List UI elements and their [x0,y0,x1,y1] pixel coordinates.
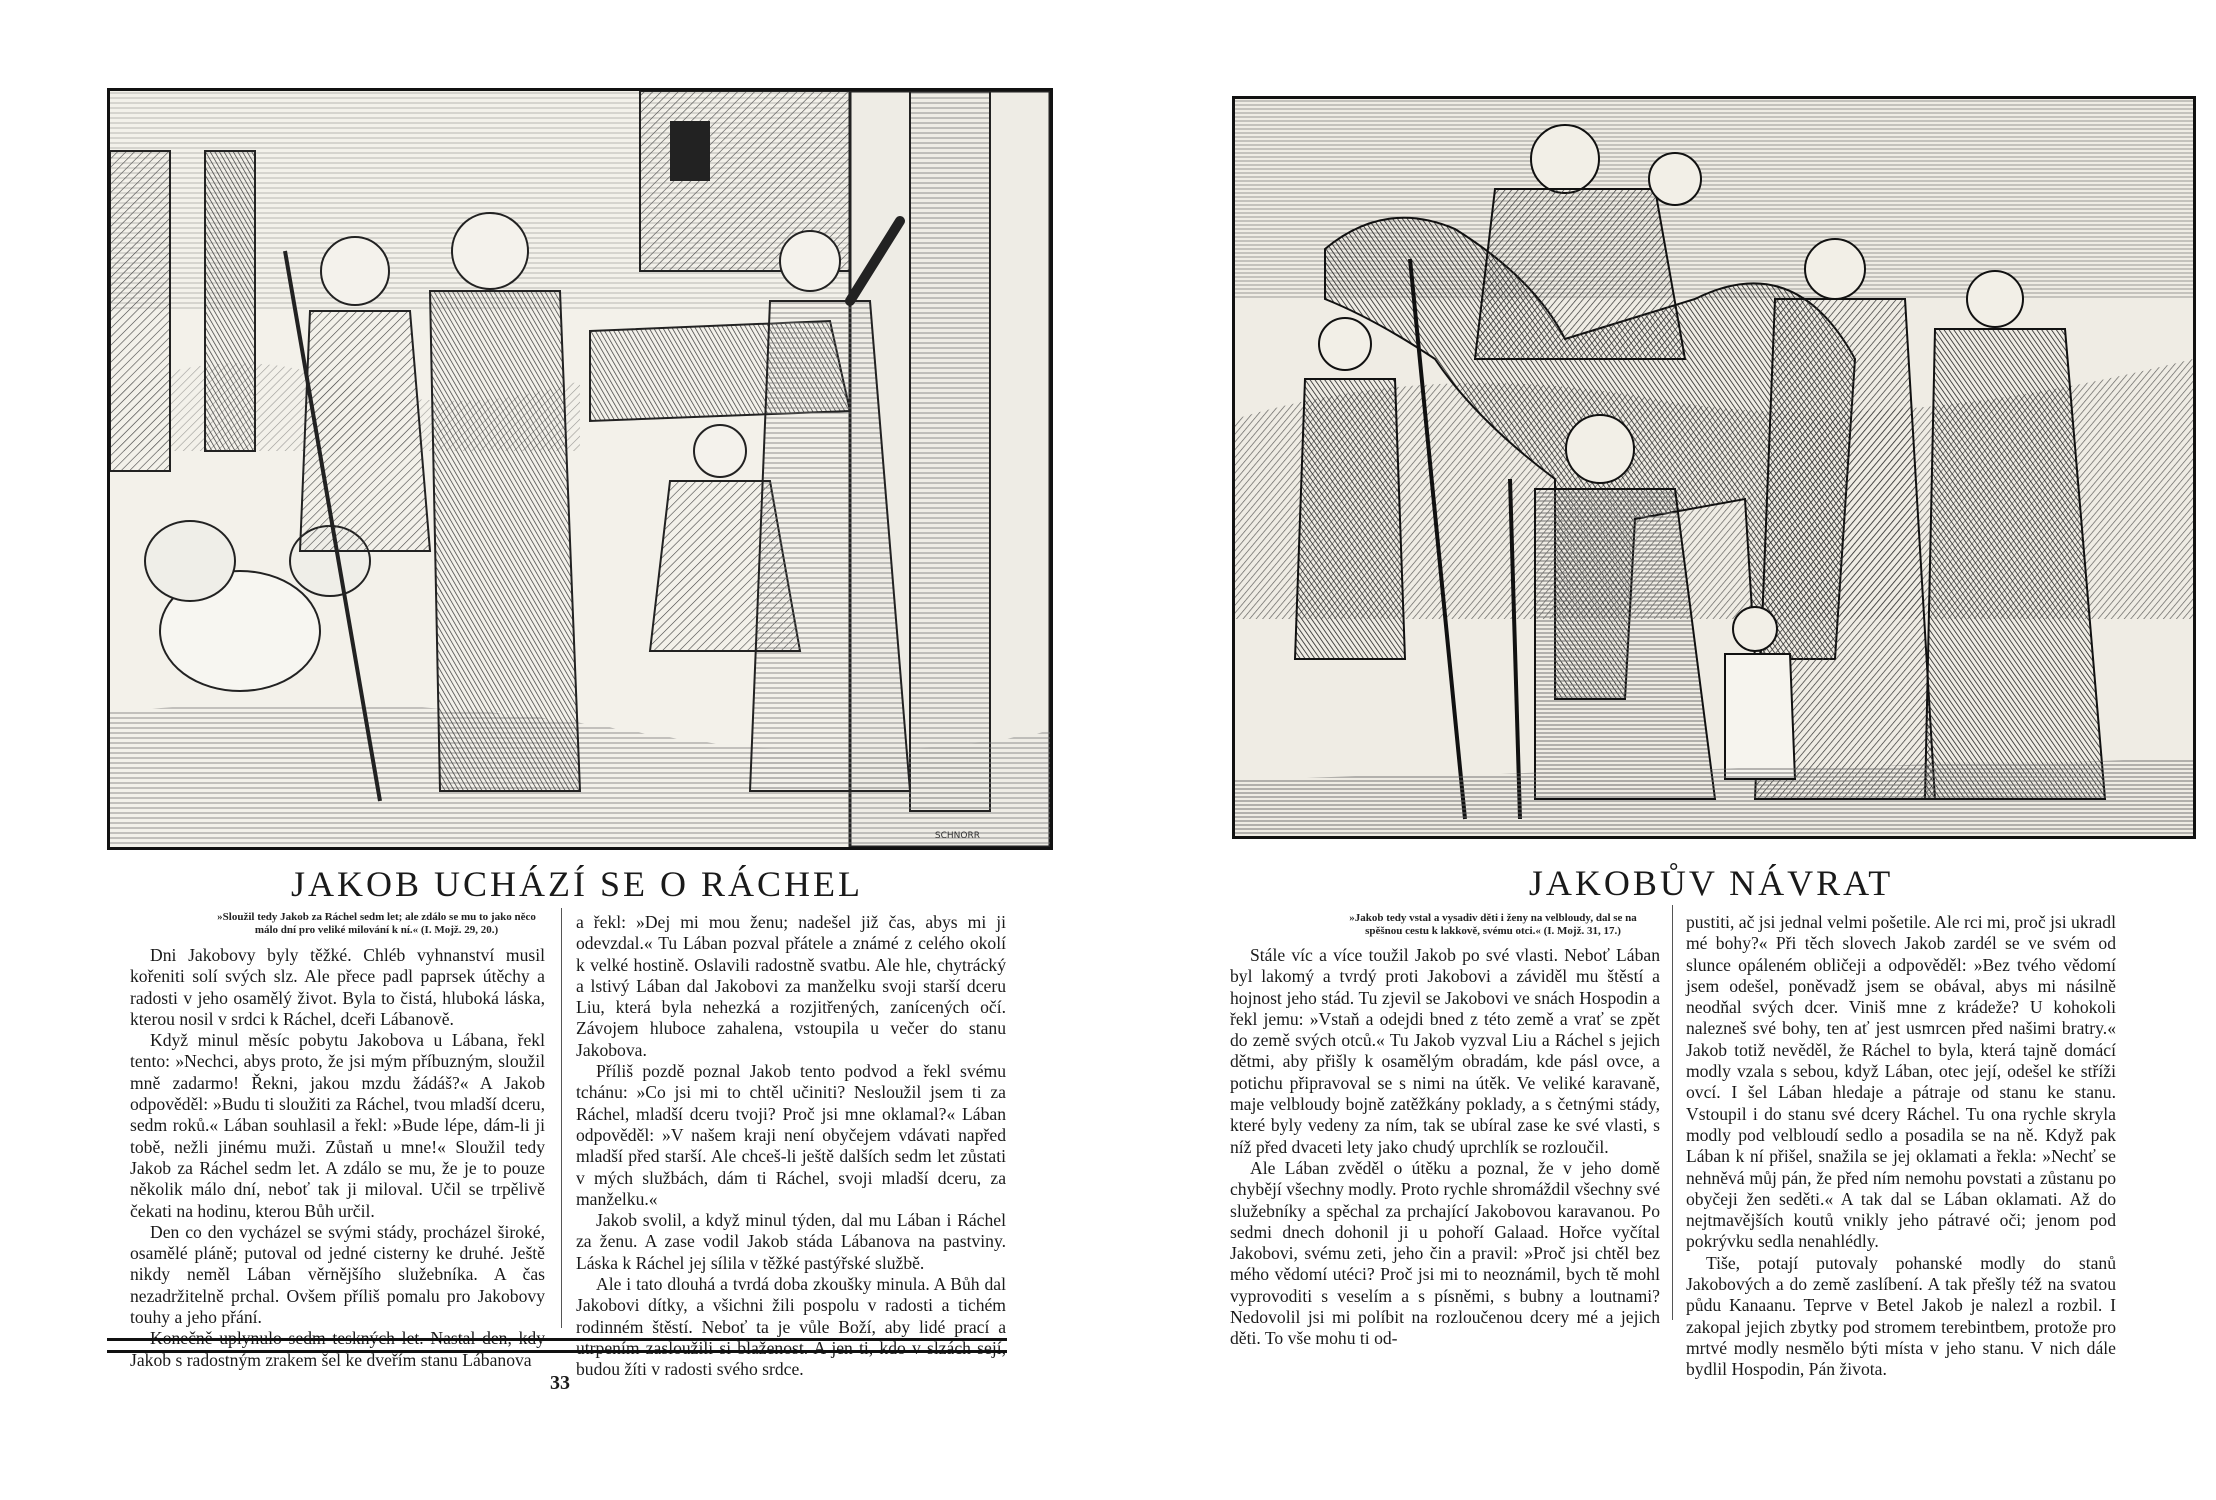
scripture-caption: »Sloužil tedy Jakob za Ráchel sedm let; ale zdálo se mu to jako něco málo dní pro veliké milování k ní.« (I. Mojž. 29, 20.) [217,911,536,936]
text-column-2 [1686,912,2116,1381]
paragraph: Ale Lában zvěděl o útěku a poznal, že v jeho domě chybějí všechny modly. Proto rychle shromáždil všechny své služebníky a spěchal za prchající Jakobovou karavanou. Po sedmi dnech dohonil ji u pohoří Galaad. Hořce vyčítal Jakobovi, svému zeti, jeho čin a pravil: »Proč jsi chtěl bez mého vědomí utéci? Proč jsi mi to neoznámil, bych tě mohl vyprovoditi s veselím a s písněmi, s bubny a loutnami? Nedovolil jsi mi políbit na rozloučenou dcery mé a jejich děti. To vše mohu ti od- [1230,1157,1660,1349]
paragraph: Den co den vycházel se svými stády, procházel široké, osamělé pláně; putoval od jedné cisterny ke druhé. Ještě nikdy neměl Lában věrnějšího služebníka. A čas nezadržitelně prchal. Ovšem příliš pomalu pro Jakobovy touhy a jeho přání. [130,1221,545,1328]
illustration-jakob-rachel [107,88,1053,850]
column-divider [1672,905,1673,1320]
text-column-1 [1230,945,1660,1350]
text-column-2 [576,912,1006,1381]
illustration-jakob-return [1232,96,2196,839]
paragraph: Ale i tato dlouhá a tvrdá doba zkoušky minula. A Bůh dal Jakobovi dítky, a všichni žili pospolu v radosti a tichém rodinném štěstí. Neboť ta je vůle Boží, aby lidé prací a utrpením zasloužili si blaženost. A jen ti, kdo v slzách sejí, budou žíti v radosti svého srdce. [576,1274,1006,1380]
paragraph: Příliš pozdě poznal Jakob tento podvod a řekl svému tchánu: »Co jsi mi to chtěl učiniti? Nesloužil jsem ti za Ráchel, mladší dceru tvoji? Proč jsi mne oklamal?« Lában odpověděl: »V našem kraji není obyčejem vdávati napřed mladší před starší. Ale chceš-li ještě dalších sedm let zůstati v mých službách, dám ti Ráchel, svoji mladší dceru, za manželku.« [576,1061,1006,1209]
paragraph: Když minul měsíc pobytu Jakobova u Lábana, řekl tento: »Nechci, abys proto, že jsi mým příbuzným, sloužil mně zadarmo! Řekni, jakou mzdu žádáš?« A Jakob odpověděl: »Budu ti sloužiti za Ráchel, tvou mladší dceru, sedm roků.« Lában souhlasil a řekl: »Bude lépe, dám-li ji tobě, nežli jinému muži. Zůstaň u mne!« Sloužil tedy Jakob za Ráchel sedm let. A zdálo se mu, že je to pouze několik málo dní, neboť tak ji miloval. Učil se trpělivě čekati na hodinu, kterou Bůh určil. [130,1030,545,1221]
footer-double-rule [107,1338,1007,1353]
paragraph: Stále víc a více toužil Jakob po své vlasti. Neboť Lában byl lakomý a tvrdý proti Jakobovi a záviděl mu štěstí a hojnost jeho stád. Tu zjevil se Jakobovi ve snách Hospodin a řekl jemu: »Vstaň a odejdi bned z této země a vrať se zpět do země svých otců.« Tu Jakob vyzval Liu a Ráchel s jejich dětmi, aby přišly k osamělým obradám, kde pásl ovce, a potichu připravoval se s nimi na útěk. Ve veliké karavaně, maje velbloudy bojně zatěžkány poklady, a s četnými stády, které byly vedeny za ním, tak se ubíral zase ke své vlasti, s níž před dvaceti lety jako chudý uprchlík se rozloučil. [1230,945,1660,1157]
page-title: JAKOB UCHÁZÍ SE O RÁCHEL [290,864,863,904]
paragraph: a řekl: »Dej mi mou ženu; nadešel již čas, abys mi ji odevzdal.« Tu Lában pozval přátele a známé z celého okolí k velké hostině. Oslavili radostně svatbu. Ale hle, chytrácký a lstivý Lában dal Jakobovi za manželku svoji starší dceru Liu, která byla nehezká a rozjitřených, zanícených očí. Závojem hluboce zahalena, vstoupila u večer do stanu Jakobova. [576,912,1006,1060]
page-title: JAKOBŮV NÁVRAT [1528,863,1894,903]
column-divider [561,908,562,1328]
paragraph: Dni Jakobovy byly těžké. Chléb vyhnanství musil kořeniti solí svých slz. Ale přece padl paprsek útěchy a radosti v jeho osamělý život. Byla to čistá, hluboká láska, kterou nosil v srdci k Ráchel, dceři Lábanově. [130,945,545,1029]
paragraph: Konečně uplynulo sedm teskných let. Nastal den, kdy Jakob s radostným zrakem šel ke dveřím stanu Lábanova [130,1328,545,1370]
right-page [1108,0,2216,1500]
text-column-1 [130,945,545,1371]
artist-signature: SCHNORR [934,831,980,841]
page-number: 33 [550,1372,570,1394]
scripture-caption: »Jakob tedy vstal a vysadiv děti i ženy na velbloudy, dal se na spěšnou cestu k lakkově, svému otci.« (I. Mojž. 31, 17.) [1349,912,1637,937]
paragraph: Tiše, potají putovaly pohanské modly do stanů Jakobových a do země zaslíbení. A tak přešly též na svatou půdu Kanaanu. Teprve v Betel Jakob je nalezl a rozbil. I zakopal jejich zbytky pod stromem terebintbem, protože pro mrtvé modly nesmělo býti místa v jeho stanu. V nich dále bydlil Hospodin, Pán života. [1686,1252,2116,1380]
paragraph: Jakob svolil, a když minul týden, dal mu Lában i Ráchel za ženu. A zase vodil Jakob stáda Lábanova na pastviny. Láska k Ráchel jej sílila v těžké pastýřské službě. [576,1210,1006,1273]
paragraph: pustiti, ač jsi jednal velmi pošetile. Ale rci mi, proč jsi ukradl mé bohy?« Při těch slovech Jakob zardél se ve svém od slunce opáleném obličeji a odpověděl: »Bez tvého vědomí jsem odešel, poněvadž jsem se obával, abys mi násilně neodňal svých dcer. Viniš mne z krádeže? U kohokoli nalezneš své bohy, ten ať jest usmrcen před našimi bratry.« Jakob totiž nevěděl, že Ráchel to byla, která tajně domácí modly vzala s sebou, když Lában, otec její, odešel ke stříži ovcí. I šel Lában hledaje a pátraje od stanu ke stanu. Vstoupil i do stanu své dcery Ráchel. Tu ona rychle skryla modly pod velbloudí sedlo a posadila se na ně. Když pak Lában k ní přišel, snažila se jej oklamati a řekla: »Nechť se nehněvá můj pán, že před ním nemohu povstati a zůstanu po obyčeji žen seděti.« A tak dal se Lában oklamati. Až do nejtmavějších koutů vnikly jeho pátravé oči; jenom pod pokrývku sedla nenahlédly. [1686,912,2116,1252]
